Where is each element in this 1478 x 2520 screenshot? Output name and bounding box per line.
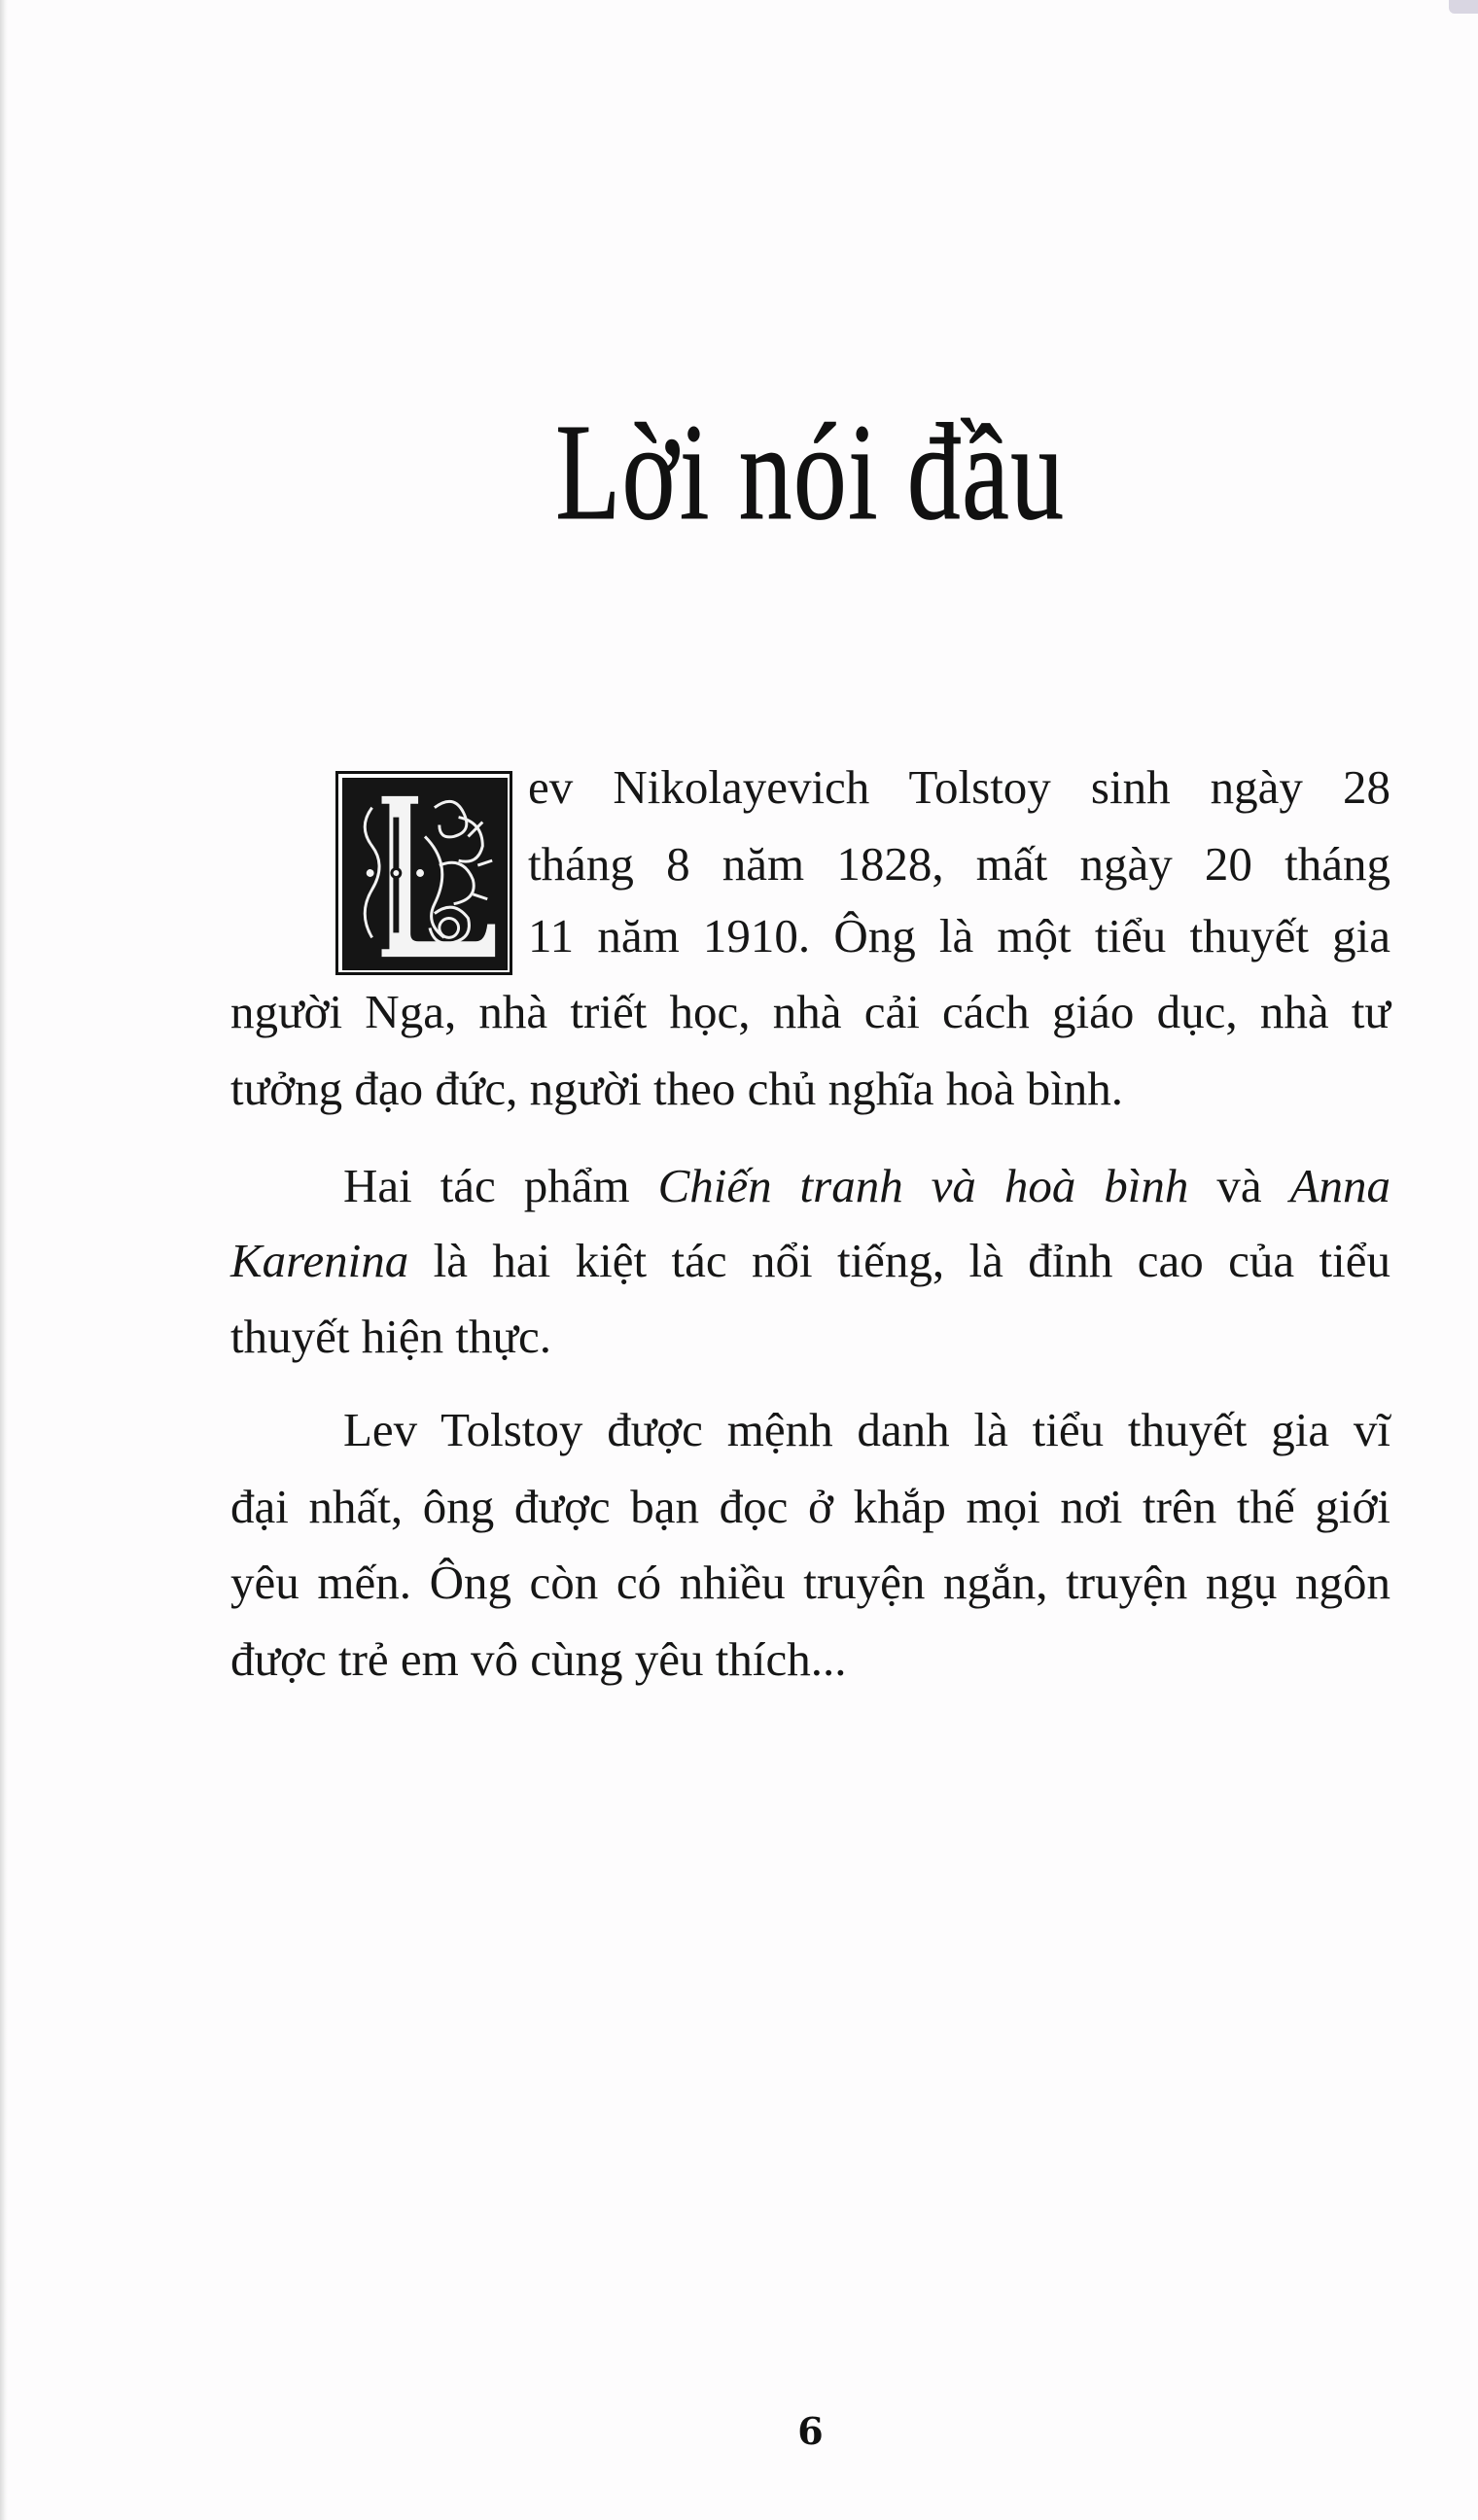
chapter-heading — [230, 389, 1390, 554]
paragraph-1-line-5: tưởng đạo đức, người theo chủ nghĩa hoà bình. — [230, 1062, 1124, 1115]
page-number: 6 — [797, 2409, 824, 2453]
paragraph-2-line-3: thuyết hiện thực. — [230, 1310, 552, 1363]
paragraph-3-line-2: đại nhất, ông được bạn đọc ở khắp mọi nơi trên thế giới — [230, 1480, 1390, 1533]
book-title-war-and-peace: Chiến tranh và hoà bình — [657, 1159, 1189, 1212]
page-corner — [1449, 0, 1478, 14]
paragraph-3-line-3: yêu mến. Ông còn có nhiều truyện ngắn, truyện ngụ ngôn — [230, 1556, 1390, 1609]
paragraph-3-line-1: Lev Tolstoy được mệnh danh là tiểu thuyết gia vĩ — [343, 1403, 1390, 1456]
book-title-anna: Anna — [1289, 1159, 1391, 1212]
page-edge-shadow — [0, 0, 8, 2520]
ornamental-letter-l-icon — [342, 778, 508, 970]
page-title: Lời nói đầu — [555, 395, 1066, 548]
paragraph-1-line-1: ev Nikolayevich Tolstoy sinh ngày 28 — [528, 760, 1390, 814]
paragraph-2-line-2 — [230, 1232, 1390, 1290]
paragraph-1-line-4: người Nga, nhà triết học, nhà cải cách giáo dục, nhà tư — [230, 985, 1390, 1038]
paragraph-3-line-4: được trẻ em vô cùng yêu thích... — [230, 1632, 847, 1686]
book-title-karenina: Karenina — [230, 1234, 409, 1287]
paragraph-1-line-2: tháng 8 năm 1828, mất ngày 20 tháng — [528, 837, 1390, 891]
paragraph-1-line-3: 11 năm 1910. Ông là một tiểu thuyết gia — [528, 909, 1390, 962]
text: Hai tác phẩm — [343, 1159, 658, 1212]
text: và — [1188, 1159, 1290, 1212]
text: là hai kiệt tác nổi tiếng, là đỉnh cao của tiểu — [408, 1234, 1390, 1287]
drop-cap-ornament — [335, 771, 512, 975]
paragraph-2-line-1 — [230, 1157, 1390, 1215]
